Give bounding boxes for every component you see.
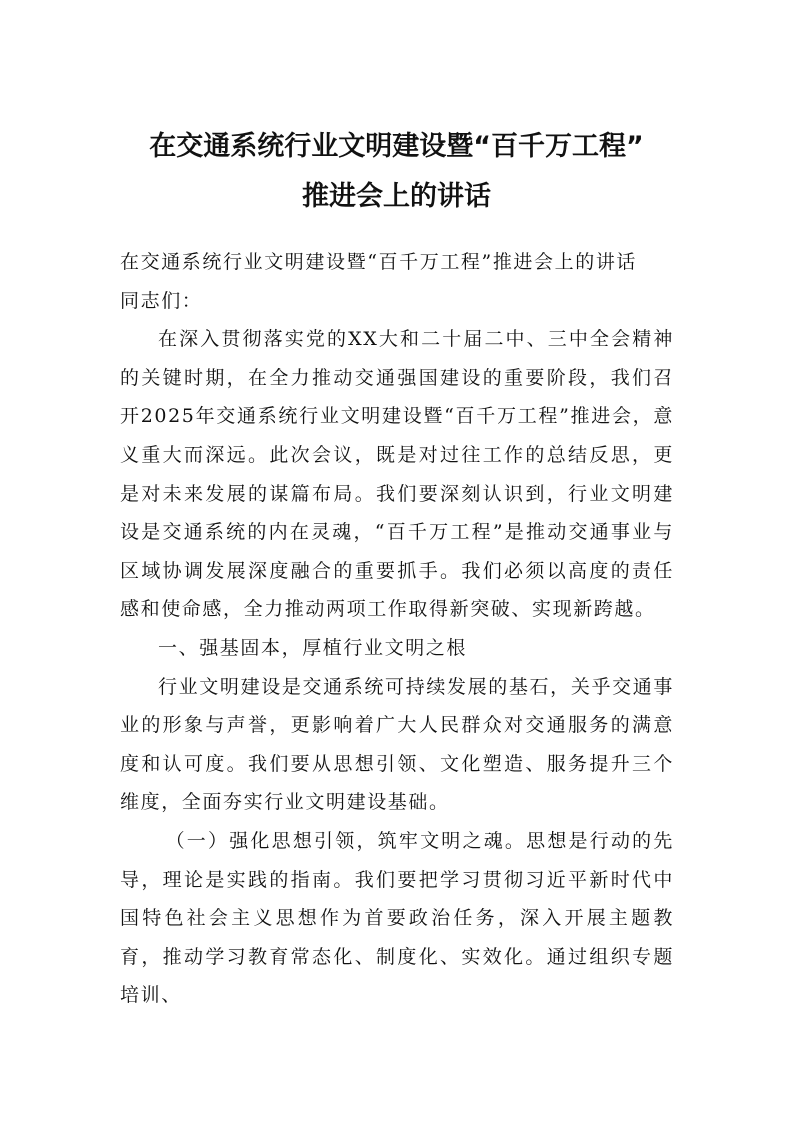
document-title-line-1: 在交通系统行业文明建设暨“百千万工程”	[149, 131, 644, 162]
document-title-line-2: 推进会上的讲话	[302, 181, 491, 212]
document-body	[120, 243, 674, 1015]
section-heading-1: 一、强基固本，厚植行业文明之根	[158, 636, 468, 659]
paragraph-intro: 在深入贯彻落实党的XX大和二十届二中、三中全会精神的关键时期，在全力推动交通强国建设的重要阶段，我们召开2025年交通系统行业文明建设暨“百千万工程”推进会，意义重大而深远。此次会议，既是对过往工作的总结反思，更是对未来发展的谋篇布局。我们要深刻认识到，行业文明建设是交通系统的内在灵魂，“百千万工程”是推动交通事业与区域协调发展深度融合的重要抓手。我们必须以高度的责任感和使命感，全力推动两项工作取得新突破、实现新跨越。	[120, 328, 674, 621]
salutation: 同志们：	[120, 289, 203, 312]
paragraph-section-1: 行业文明建设是交通系统可持续发展的基石，关乎交通事业的形象与声誉，更影响着广大人民群众对交通服务的满意度和认可度。我们要从思想引领、文化塑造、服务提升三个维度，全面夯实行业文明建设基础。	[120, 675, 674, 814]
document-subtitle: 在交通系统行业文明建设暨“百千万工程”推进会上的讲话	[120, 251, 638, 273]
paragraph-subsection-1: （一）强化思想引领，筑牢文明之魂。思想是行动的先导，理论是实践的指南。我们要把学习贯彻习近平新时代中国特色社会主义思想作为首要政治任务，深入开展主题教育，推动学习教育常态化、制度化、实效化。通过组织专题培训、	[120, 829, 674, 1007]
